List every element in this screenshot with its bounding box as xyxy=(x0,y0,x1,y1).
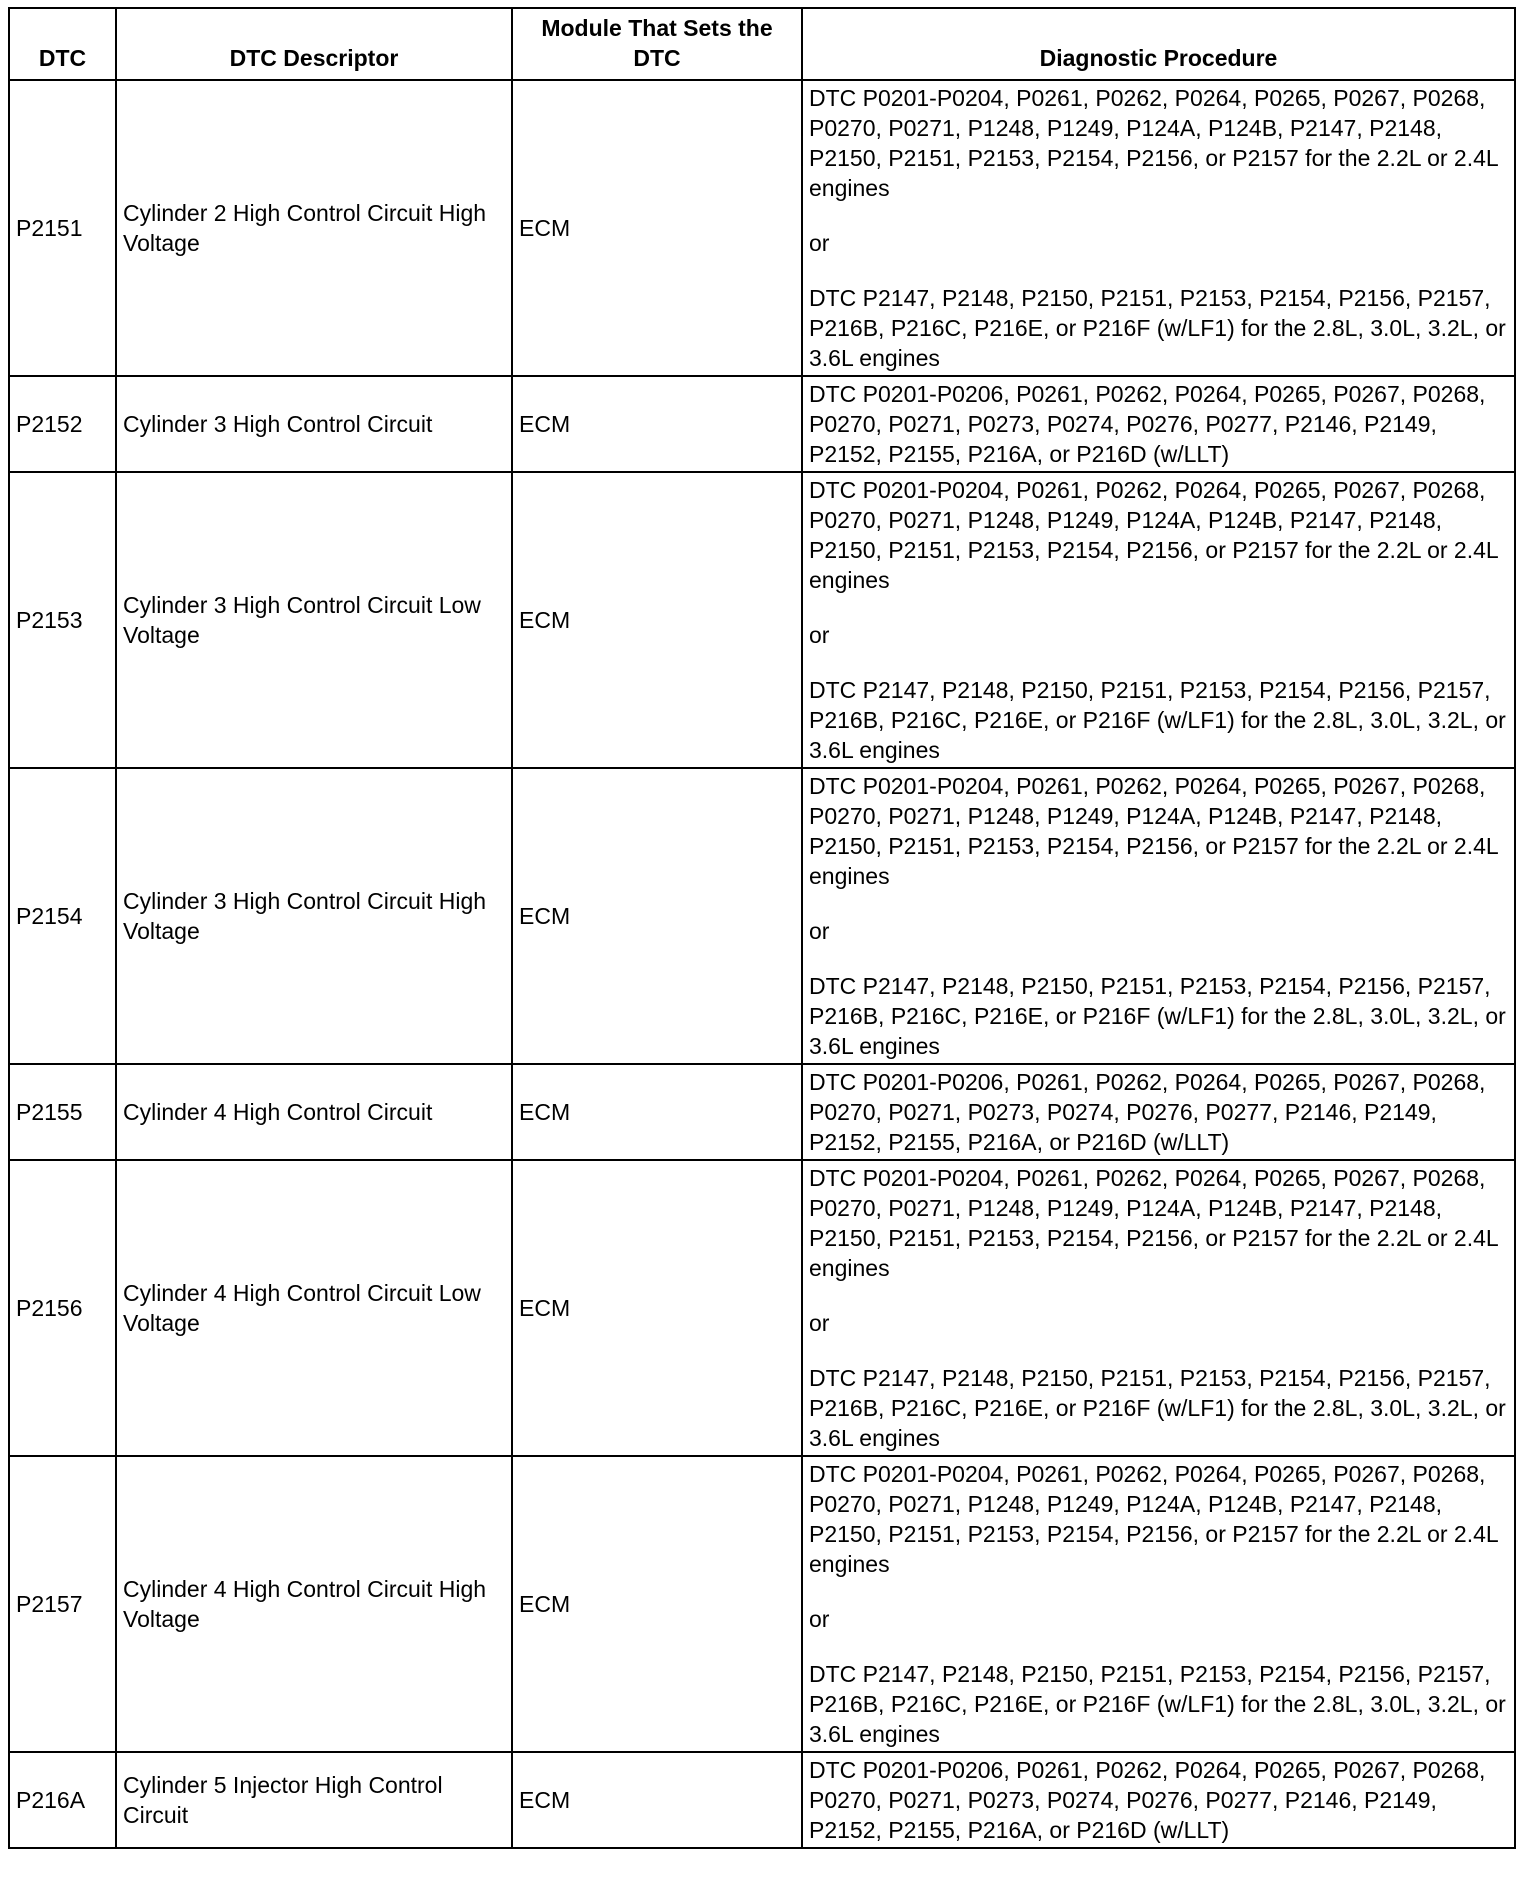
header-procedure: Diagnostic Procedure xyxy=(802,8,1515,80)
table-row xyxy=(9,1456,1515,1752)
dtc-cell: P216A xyxy=(9,1752,116,1848)
dtc-cell: P2153 xyxy=(9,472,116,768)
dtc-cell: P2151 xyxy=(9,80,116,376)
procedure-cell xyxy=(802,1456,1515,1752)
descriptor-cell: Cylinder 2 High Control Circuit High Voltage xyxy=(116,80,512,376)
procedure-paragraph: or xyxy=(809,918,830,944)
dtc-cell: P2157 xyxy=(9,1456,116,1752)
dtc-cell: P2154 xyxy=(9,768,116,1064)
procedure-paragraph: DTC P0201-P0204, P0261, P0262, P0264, P0265, P0267, P0268, P0270, P0271, P1248, P1249, P124A, P124B, P2147, P2148, P2150, P2151, P2153, P2154, P2156, or P2157 for the 2.2L or 2.4L engines xyxy=(809,773,1498,889)
table-header xyxy=(9,8,1515,80)
header-dtc: DTC xyxy=(9,8,116,80)
descriptor-cell: Cylinder 5 Injector High Control Circuit xyxy=(116,1752,512,1848)
table-row xyxy=(9,1160,1515,1456)
table-row xyxy=(9,376,1515,472)
header-module: Module That Sets the DTC xyxy=(512,8,802,80)
procedure-cell xyxy=(802,80,1515,376)
descriptor-cell: Cylinder 3 High Control Circuit Low Voltage xyxy=(116,472,512,768)
procedure-cell xyxy=(802,1752,1515,1848)
module-cell: ECM xyxy=(512,472,802,768)
module-cell: ECM xyxy=(512,376,802,472)
procedure-cell xyxy=(802,768,1515,1064)
descriptor-cell: Cylinder 4 High Control Circuit xyxy=(116,1064,512,1160)
module-cell: ECM xyxy=(512,1064,802,1160)
descriptor-cell: Cylinder 4 High Control Circuit Low Voltage xyxy=(116,1160,512,1456)
procedure-paragraph: DTC P2147, P2148, P2150, P2151, P2153, P2154, P2156, P2157, P216B, P216C, P216E, or P216F (w/LF1) for the 2.8L, 3.0L, 3.2L, or 3.6L engines xyxy=(809,677,1506,763)
table-body xyxy=(9,80,1515,1848)
module-cell: ECM xyxy=(512,1160,802,1456)
procedure-cell xyxy=(802,376,1515,472)
table-row xyxy=(9,1064,1515,1160)
procedure-cell xyxy=(802,1160,1515,1456)
procedure-paragraph: DTC P0201-P0204, P0261, P0262, P0264, P0265, P0267, P0268, P0270, P0271, P1248, P1249, P124A, P124B, P2147, P2148, P2150, P2151, P2153, P2154, P2156, or P2157 for the 2.2L or 2.4L engines xyxy=(809,477,1498,593)
procedure-paragraph: DTC P2147, P2148, P2150, P2151, P2153, P2154, P2156, P2157, P216B, P216C, P216E, or P216F (w/LF1) for the 2.8L, 3.0L, 3.2L, or 3.6L engines xyxy=(809,1365,1506,1451)
table-row xyxy=(9,1752,1515,1848)
procedure-paragraph: DTC P2147, P2148, P2150, P2151, P2153, P2154, P2156, P2157, P216B, P216C, P216E, or P216F (w/LF1) for the 2.8L, 3.0L, 3.2L, or 3.6L engines xyxy=(809,973,1506,1059)
descriptor-cell: Cylinder 4 High Control Circuit High Voltage xyxy=(116,1456,512,1752)
procedure-paragraph: or xyxy=(809,1606,830,1632)
procedure-paragraph: DTC P0201-P0206, P0261, P0262, P0264, P0265, P0267, P0268, P0270, P0271, P0273, P0274, P0276, P0277, P2146, P2149, P2152, P2155, P216A, or P216D (w/LLT) xyxy=(809,1757,1486,1843)
procedure-paragraph: DTC P2147, P2148, P2150, P2151, P2153, P2154, P2156, P2157, P216B, P216C, P216E, or P216F (w/LF1) for the 2.8L, 3.0L, 3.2L, or 3.6L engines xyxy=(809,1661,1506,1747)
module-cell: ECM xyxy=(512,768,802,1064)
header-descriptor: DTC Descriptor xyxy=(116,8,512,80)
procedure-paragraph: or xyxy=(809,1310,830,1336)
procedure-paragraph: DTC P2147, P2148, P2150, P2151, P2153, P2154, P2156, P2157, P216B, P216C, P216E, or P216F (w/LF1) for the 2.8L, 3.0L, 3.2L, or 3.6L engines xyxy=(809,285,1506,371)
header-row xyxy=(9,8,1515,80)
procedure-cell xyxy=(802,1064,1515,1160)
module-cell: ECM xyxy=(512,1752,802,1848)
procedure-paragraph: DTC P0201-P0204, P0261, P0262, P0264, P0265, P0267, P0268, P0270, P0271, P1248, P1249, P124A, P124B, P2147, P2148, P2150, P2151, P2153, P2154, P2156, or P2157 for the 2.2L or 2.4L engines xyxy=(809,85,1498,201)
procedure-cell xyxy=(802,472,1515,768)
descriptor-cell: Cylinder 3 High Control Circuit xyxy=(116,376,512,472)
module-cell: ECM xyxy=(512,1456,802,1752)
procedure-paragraph: DTC P0201-P0204, P0261, P0262, P0264, P0265, P0267, P0268, P0270, P0271, P1248, P1249, P124A, P124B, P2147, P2148, P2150, P2151, P2153, P2154, P2156, or P2157 for the 2.2L or 2.4L engines xyxy=(809,1461,1498,1577)
procedure-paragraph: or xyxy=(809,230,830,256)
table-row xyxy=(9,768,1515,1064)
dtc-table xyxy=(8,7,1516,1849)
table-row xyxy=(9,472,1515,768)
dtc-cell: P2156 xyxy=(9,1160,116,1456)
table-row xyxy=(9,80,1515,376)
procedure-paragraph: DTC P0201-P0206, P0261, P0262, P0264, P0265, P0267, P0268, P0270, P0271, P0273, P0274, P0276, P0277, P2146, P2149, P2152, P2155, P216A, or P216D (w/LLT) xyxy=(809,1069,1486,1155)
procedure-paragraph: DTC P0201-P0204, P0261, P0262, P0264, P0265, P0267, P0268, P0270, P0271, P1248, P1249, P124A, P124B, P2147, P2148, P2150, P2151, P2153, P2154, P2156, or P2157 for the 2.2L or 2.4L engines xyxy=(809,1165,1498,1281)
dtc-cell: P2152 xyxy=(9,376,116,472)
module-cell: ECM xyxy=(512,80,802,376)
procedure-paragraph: or xyxy=(809,622,830,648)
procedure-paragraph: DTC P0201-P0206, P0261, P0262, P0264, P0265, P0267, P0268, P0270, P0271, P0273, P0274, P0276, P0277, P2146, P2149, P2152, P2155, P216A, or P216D (w/LLT) xyxy=(809,381,1486,467)
dtc-cell: P2155 xyxy=(9,1064,116,1160)
descriptor-cell: Cylinder 3 High Control Circuit High Voltage xyxy=(116,768,512,1064)
